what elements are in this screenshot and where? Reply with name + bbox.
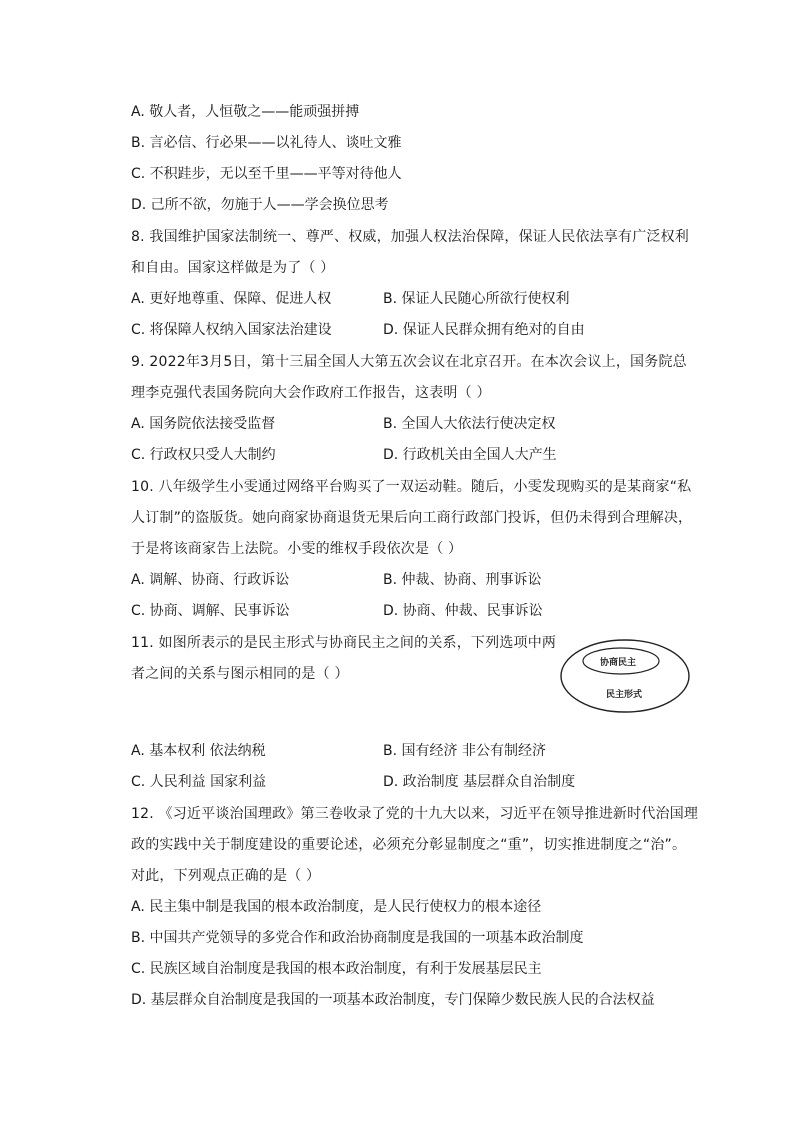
q11-option-b: B. 国有经济 非公有制经济 bbox=[383, 743, 546, 759]
q8-stem-line1: 8. 我国维护国家法制统一、尊严、权威，加强人权法治保障，保证人民依法享有广泛权利 bbox=[131, 229, 690, 245]
q10-option-d: D. 协商、仲裁、民事诉讼 bbox=[383, 603, 543, 619]
q10-stem-line1: 10. 八年级学生小雯通过网络平台购买了一双运动鞋。随后，小雯发现购买的是某商家“私 bbox=[131, 479, 692, 495]
q11-relationship-diagram bbox=[559, 638, 691, 714]
q7-option-d: D. 己所不欲，勿施于人——学会换位思考 bbox=[131, 197, 389, 213]
q8-option-c: C. 将保障人权纳入国家法治建设 bbox=[131, 322, 332, 338]
q7-option-a: A. 敬人者，人恒敬之——能顽强拼搏 bbox=[131, 104, 360, 120]
q12-option-a: A. 民主集中制是我国的根本政治制度，是人民行使权力的根本途径 bbox=[131, 899, 542, 915]
q11-option-c: C. 人民利益 国家利益 bbox=[131, 774, 267, 790]
q9-option-b: B. 全国人大依法行使决定权 bbox=[383, 416, 556, 432]
q12-option-c: C. 民族区域自治制度是我国的根本政治制度，有利于发展基层民主 bbox=[131, 961, 542, 977]
diagram-inner-label: 协商民主 bbox=[600, 658, 637, 668]
q10-option-b: B. 仲裁、协商、刑事诉讼 bbox=[383, 572, 542, 588]
q7-option-b: B. 言必信、行必果——以礼待人、谈吐文雅 bbox=[131, 135, 402, 151]
q11-option-d: D. 政治制度 基层群众自治制度 bbox=[383, 774, 576, 790]
q10-option-a: A. 调解、协商、行政诉讼 bbox=[131, 572, 290, 588]
q8-option-b: B. 保证人民随心所欲行使权利 bbox=[383, 291, 570, 307]
q9-option-c: C. 行政权只受人大制约 bbox=[131, 447, 276, 463]
q12-stem-line1: 12. 《习近平谈治国理政》第三卷收录了党的十九大以来，习近平在领导推进新时代治国理 bbox=[131, 806, 699, 822]
q9-option-a: A. 国务院依法接受监督 bbox=[131, 416, 276, 432]
q12-stem-line3: 对此，下列观点正确的是（ ） bbox=[131, 868, 321, 884]
q10-option-c: C. 协商、调解、民事诉讼 bbox=[131, 603, 290, 619]
diagram-outer-label: 民主形式 bbox=[606, 690, 643, 700]
q12-option-b: B. 中国共产党领导的多党合作和政治协商制度是我国的一项基本政治制度 bbox=[131, 930, 584, 946]
q11-option-a: A. 基本权利 依法纳税 bbox=[131, 743, 266, 759]
q9-stem-line2: 理李克强代表国务院向大会作政府工作报告，这表明（ ） bbox=[131, 385, 491, 401]
outer-ellipse bbox=[561, 640, 689, 712]
q9-stem-line1: 9. 2022年3月5日，第十三届全国人大第五次会议在北京召开。在本次会议上，国务院总 bbox=[131, 354, 687, 370]
q10-stem-line3: 于是将该商家告上法院。小雯的维权手段依次是（ ） bbox=[131, 541, 463, 557]
diagram-ellipses bbox=[559, 638, 691, 714]
q12-stem-line2: 政的实践中关于制度建设的重要论述，必须充分彰显制度之“重”，切实推进制度之“治”。 bbox=[131, 837, 687, 853]
q11-stem-line1: 11. 如图所表示的是民主形式与协商民主之间的关系，下列选项中两 bbox=[131, 635, 557, 651]
q8-option-a: A. 更好地尊重、保障、促进人权 bbox=[131, 291, 332, 307]
q8-option-d: D. 保证人民群众拥有绝对的自由 bbox=[383, 322, 585, 338]
q12-option-d: D. 基层群众自治制度是我国的一项基本政治制度，专门保障少数民族人民的合法权益 bbox=[131, 992, 655, 1008]
q8-stem-line2: 和自由。国家这样做是为了（ ） bbox=[131, 260, 335, 276]
q9-option-d: D. 行政机关由全国人大产生 bbox=[383, 447, 557, 463]
q7-option-c: C. 不积跬步，无以至千里——平等对待他人 bbox=[131, 166, 402, 182]
q11-stem-line2: 者之间的关系与图示相同的是（ ） bbox=[131, 666, 349, 682]
q10-stem-line2: 人订制”的盗版货。她向商家协商退货无果后向工商行政部门投诉，但仍未得到合理解决， bbox=[131, 510, 693, 526]
